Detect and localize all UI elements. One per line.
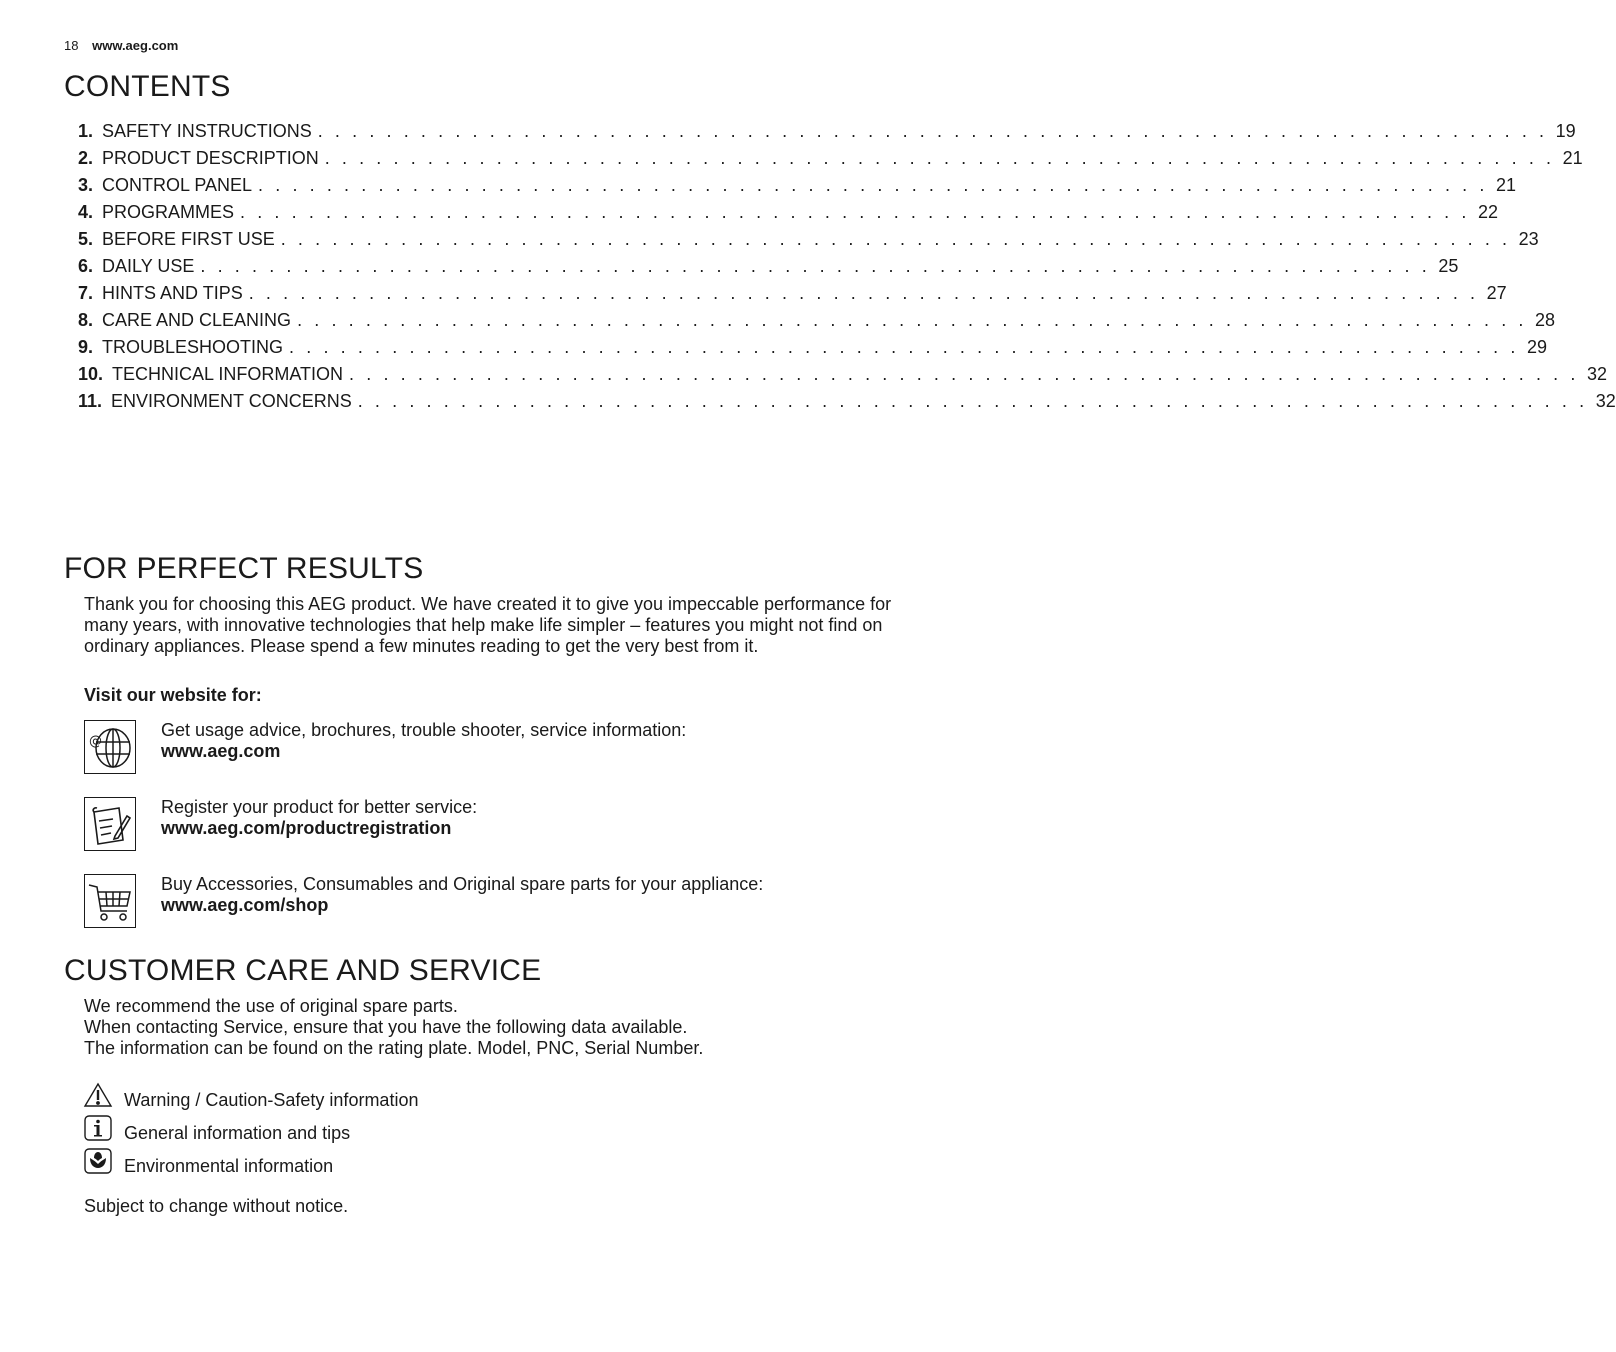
- symbol-label: Environmental information: [124, 1156, 334, 1176]
- toc-page: 32: [1595, 391, 1616, 411]
- toc-number: 10.: [78, 364, 104, 384]
- toc-leader: . . . . . . . . . . . . . . . . . . . . . . . . . . . . . . . . . . . . . . . . . . . . . . . . . . . . . . . . . . . . . . . . . . . . . . . .: [317, 121, 1548, 141]
- web-link-aeg[interactable]: www.aeg.com: [161, 741, 281, 761]
- care-line: We recommend the use of original spare parts.: [84, 996, 458, 1016]
- toc-leader: . . . . . . . . . . . . . . . . . . . . . . . . . . . . . . . . . . . . . . . . . . . . . . . . . . . . . . . . . . . . . . . . . . . . . . . .: [349, 364, 1579, 384]
- toc-label: TECHNICAL INFORMATION: [112, 364, 344, 384]
- toc-row[interactable]: [78, 391, 1616, 418]
- toc-page: 19: [1555, 121, 1576, 141]
- table-of-contents: [78, 121, 1616, 418]
- environment-icon: [84, 1148, 112, 1174]
- toc-label: HINTS AND TIPS: [102, 283, 243, 303]
- toc-label: PROGRAMMES: [102, 202, 235, 222]
- toc-number: 8.: [78, 310, 94, 330]
- toc-leader: . . . . . . . . . . . . . . . . . . . . . . . . . . . . . . . . . . . . . . . . . . . . . . . . . . . . . . . . . . . . . . . . . . . . . . . .: [324, 148, 1555, 168]
- care-line: The information can be found on the rating plate. Model, PNC, Serial Number.: [84, 1038, 704, 1058]
- toc-number: 9.: [78, 337, 94, 357]
- page-header: [64, 38, 178, 53]
- toc-label: TROUBLESHOOTING: [102, 337, 284, 357]
- symbol-label: Warning / Caution-Safety information: [124, 1090, 419, 1110]
- toc-number: 4.: [78, 202, 94, 222]
- svg-text:@: @: [89, 734, 102, 749]
- web-item-registration: [84, 797, 904, 853]
- results-title: FOR PERFECT RESULTS: [64, 552, 424, 585]
- toc-row[interactable]: [78, 175, 1517, 202]
- info-icon: [84, 1115, 112, 1141]
- toc-row[interactable]: [78, 202, 1499, 229]
- web-link-shop[interactable]: www.aeg.com/shop: [161, 895, 329, 915]
- toc-number: 1.: [78, 121, 94, 141]
- globe-at-icon: [84, 720, 136, 774]
- toc-page: 28: [1535, 310, 1556, 330]
- results-intro: Thank you for choosing this AEG product. We have created it to give you impeccable performance for many years, with innovative technologies that help make life simpler – features you might not find on ordinary appliances. Please spend a few minutes reading to get the very best from it.: [84, 594, 892, 656]
- toc-label: BEFORE FIRST USE: [102, 229, 275, 249]
- toc-row[interactable]: [78, 283, 1507, 310]
- toc-page: 21: [1562, 148, 1583, 168]
- toc-label: CONTROL PANEL: [102, 175, 253, 195]
- toc-page: 27: [1486, 283, 1507, 303]
- toc-label: SAFETY INSTRUCTIONS: [102, 121, 312, 141]
- toc-row[interactable]: [78, 121, 1576, 148]
- web-item-text: [161, 720, 686, 762]
- toc-label: PRODUCT DESCRIPTION: [102, 148, 319, 168]
- shopping-cart-icon: [84, 874, 136, 928]
- toc-number: 5.: [78, 229, 94, 249]
- contents-title: CONTENTS: [64, 70, 231, 103]
- registration-icon: [84, 797, 136, 851]
- toc-number: 6.: [78, 256, 94, 276]
- web-item-description: Get usage advice, brochures, trouble shooter, service information:: [161, 720, 687, 740]
- toc-row[interactable]: [78, 310, 1556, 337]
- web-item-text: [161, 874, 763, 916]
- web-item-shop: [84, 874, 904, 930]
- toc-number: 3.: [78, 175, 94, 195]
- care-lines: [84, 996, 904, 1059]
- toc-row[interactable]: [78, 364, 1608, 391]
- toc-page: 32: [1587, 364, 1608, 384]
- toc-leader: . . . . . . . . . . . . . . . . . . . . . . . . . . . . . . . . . . . . . . . . . . . . . . . . . . . . . . . . . . . . . . . . . . . . . . . .: [297, 310, 1528, 330]
- web-item-text: [161, 797, 477, 839]
- toc-row[interactable]: [78, 337, 1548, 364]
- web-item-description: Register your product for better service:: [161, 797, 478, 817]
- toc-page: 21: [1496, 175, 1517, 195]
- toc-number: 11.: [78, 391, 103, 411]
- toc-page: 25: [1438, 256, 1459, 276]
- warning-icon: [84, 1082, 112, 1108]
- toc-number: 2.: [78, 148, 94, 168]
- toc-leader: . . . . . . . . . . . . . . . . . . . . . . . . . . . . . . . . . . . . . . . . . . . . . . . . . . . . . . . . . . . . . . . . . . . . . . . .: [357, 391, 1588, 411]
- web-item-advice: [84, 720, 904, 776]
- toc-row[interactable]: [78, 148, 1583, 175]
- visit-label: Visit our website for:: [84, 685, 262, 705]
- toc-leader: . . . . . . . . . . . . . . . . . . . . . . . . . . . . . . . . . . . . . . . . . . . . . . . . . . . . . . . . . . . . . . . . . . . . . . . .: [240, 202, 1470, 222]
- toc-label: DAILY USE: [102, 256, 195, 276]
- web-item-description: Buy Accessories, Consumables and Original spare parts for your appliance:: [161, 874, 764, 894]
- header-site: www.aeg.com: [92, 38, 179, 53]
- toc-leader: . . . . . . . . . . . . . . . . . . . . . . . . . . . . . . . . . . . . . . . . . . . . . . . . . . . . . . . . . . . . . . . . . . . . . . . .: [289, 337, 1519, 357]
- page-number: 18: [64, 38, 79, 53]
- toc-leader: . . . . . . . . . . . . . . . . . . . . . . . . . . . . . . . . . . . . . . . . . . . . . . . . . . . . . . . . . . . . . . . . . . . . . . . .: [280, 229, 1511, 249]
- toc-number: 7.: [78, 283, 94, 303]
- toc-label: CARE AND CLEANING: [102, 310, 292, 330]
- toc-row[interactable]: [78, 229, 1539, 256]
- toc-leader: . . . . . . . . . . . . . . . . . . . . . . . . . . . . . . . . . . . . . . . . . . . . . . . . . . . . . . . . . . . . . . . . . . . . . . . .: [248, 283, 1479, 303]
- toc-page: 29: [1527, 337, 1548, 357]
- toc-page: 23: [1518, 229, 1539, 249]
- toc-page: 22: [1477, 202, 1499, 222]
- toc-label: ENVIRONMENT CONCERNS: [111, 391, 352, 411]
- web-link-registration[interactable]: www.aeg.com/productregistration: [161, 818, 452, 838]
- symbol-label: General information and tips: [124, 1123, 351, 1143]
- toc-leader: . . . . . . . . . . . . . . . . . . . . . . . . . . . . . . . . . . . . . . . . . . . . . . . . . . . . . . . . . . . . . . . . . . . . . . . .: [200, 256, 1431, 276]
- change-notice: Subject to change without notice.: [84, 1196, 349, 1216]
- care-title: CUSTOMER CARE AND SERVICE: [64, 954, 542, 987]
- toc-row[interactable]: [78, 256, 1459, 283]
- care-line: When contacting Service, ensure that you have the following data available.: [84, 1017, 688, 1037]
- toc-leader: . . . . . . . . . . . . . . . . . . . . . . . . . . . . . . . . . . . . . . . . . . . . . . . . . . . . . . . . . . . . . . . . . . . . . . . .: [258, 175, 1488, 195]
